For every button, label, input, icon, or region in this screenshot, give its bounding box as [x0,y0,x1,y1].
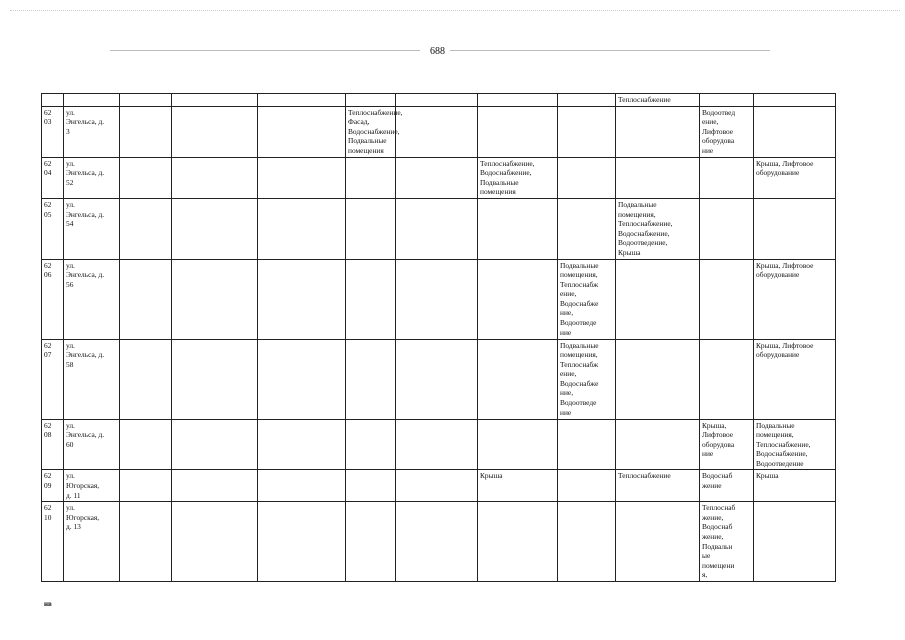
address-cell: ул. Югорская, д. 13 [64,502,120,582]
empty-cell [172,198,258,259]
work-cell [346,339,396,419]
empty-cell [396,339,478,419]
empty-cell [258,106,346,157]
empty-cell [258,419,346,470]
work-cell [478,106,558,157]
empty-cell [120,198,172,259]
empty-cell [172,106,258,157]
empty-cell [396,106,478,157]
work-cell [346,198,396,259]
work-cell [616,339,700,419]
table-row [42,502,836,582]
empty-cell [120,106,172,157]
empty-cell [396,502,478,582]
empty-cell [120,339,172,419]
empty-cell [172,157,258,198]
address-cell: ул. Энгельса, д. 58 [64,339,120,419]
work-cell [346,259,396,339]
work-cell [700,259,754,339]
row-number: 62 09 [42,470,64,502]
work-cell [558,502,616,582]
work-cell [700,339,754,419]
work-cell [616,157,700,198]
work-cell [616,259,700,339]
table-row [42,198,836,259]
work-cell [558,106,616,157]
work-cell [616,419,700,470]
row-number: 62 07 [42,339,64,419]
header-rule-left [110,50,420,51]
row-number: 62 03 [42,106,64,157]
address-cell: ул. Энгельса, д. 52 [64,157,120,198]
empty-cell [172,470,258,502]
work-cell [558,470,616,502]
address-cell: ул. Энгельса, д. 56 [64,259,120,339]
work-cell: Водоотвед ение, Лифтовое оборудова ние [700,106,754,157]
work-cell: Подвальные помещения, Теплоснабжение, Водоснабжение, Водоотведение [754,419,836,470]
empty-cell [120,470,172,502]
row-number: 62 04 [42,157,64,198]
address-cell: ул. Энгельса, д. 3 [64,106,120,157]
empty-cell [120,419,172,470]
row-number: 62 10 [42,502,64,582]
empty-cell [172,502,258,582]
page-number: 688 [430,46,445,57]
empty-cell [258,502,346,582]
work-cell [478,198,558,259]
work-cell [346,502,396,582]
footer-mark: нв [44,600,52,608]
work-cell: Теплоснабжение [616,470,700,502]
work-cell [478,259,558,339]
scan-noise-line [10,10,900,17]
empty-cell [120,157,172,198]
work-cell: Теплоснабжение, Фасад, Водоснабжение, Подвальные помещения [346,106,396,157]
work-cell: Крыша, Лифтовое оборудование [754,339,836,419]
empty-cell [120,259,172,339]
work-cell [754,198,836,259]
work-cell [346,157,396,198]
work-cell: Подвальные помещения, Теплоснабж ение, Водоснабже ние, Водоотведе ние [558,259,616,339]
work-cell [700,157,754,198]
work-cell [558,198,616,259]
empty-cell [258,198,346,259]
empty-cell [396,157,478,198]
work-cell [754,502,836,582]
work-cell [478,339,558,419]
table-row [42,106,836,157]
cell-top-col9: Теплоснабжение [616,94,700,107]
empty-cell [172,339,258,419]
table-row [42,339,836,419]
table-header-row [42,94,836,107]
address-cell: ул. Энгельса, д. 60 [64,419,120,470]
work-cell [558,419,616,470]
work-cell: Крыша [754,470,836,502]
capital-repair-table [41,93,836,582]
row-number: 62 05 [42,198,64,259]
empty-cell [258,259,346,339]
address-cell: ул. Энгельса, д. 54 [64,198,120,259]
table-row [42,470,836,502]
header-rule-right [450,50,770,51]
empty-cell [396,419,478,470]
empty-cell [258,339,346,419]
work-cell [616,502,700,582]
work-cell [478,502,558,582]
work-cell [478,419,558,470]
work-cell [346,470,396,502]
work-cell: Крыша, Лифтовое оборудование [754,259,836,339]
row-number: 62 08 [42,419,64,470]
work-cell: Теплоснабжение, Водоснабжение, Подвальные помещения [478,157,558,198]
work-cell [558,157,616,198]
empty-cell [396,470,478,502]
empty-cell [258,157,346,198]
row-number: 62 06 [42,259,64,339]
work-cell: Водоснаб жение [700,470,754,502]
work-cell [700,198,754,259]
table-row [42,157,836,198]
work-cell: Подвальные помещения, Теплоснабжение, Водоснабжение, Водоотведение, Крыша [616,198,700,259]
work-cell: Крыша [478,470,558,502]
empty-cell [172,419,258,470]
empty-cell [172,259,258,339]
address-cell: ул. Югорская, д. 11 [64,470,120,502]
table-row [42,419,836,470]
empty-cell [396,259,478,339]
table-row [42,259,836,339]
empty-cell [258,470,346,502]
work-cell [754,106,836,157]
work-cell: Крыша, Лифтовое оборудование [754,157,836,198]
empty-cell [396,198,478,259]
work-cell: Теплоснаб жение, Водоснаб жение, Подвальн ые помещени я, [700,502,754,582]
empty-cell [120,502,172,582]
work-cell [616,106,700,157]
work-cell: Подвальные помещения, Теплоснабж ение, Водоснабже ние, Водоотведе ние [558,339,616,419]
work-cell [346,419,396,470]
work-cell: Крыша, Лифтовое оборудова ние [700,419,754,470]
